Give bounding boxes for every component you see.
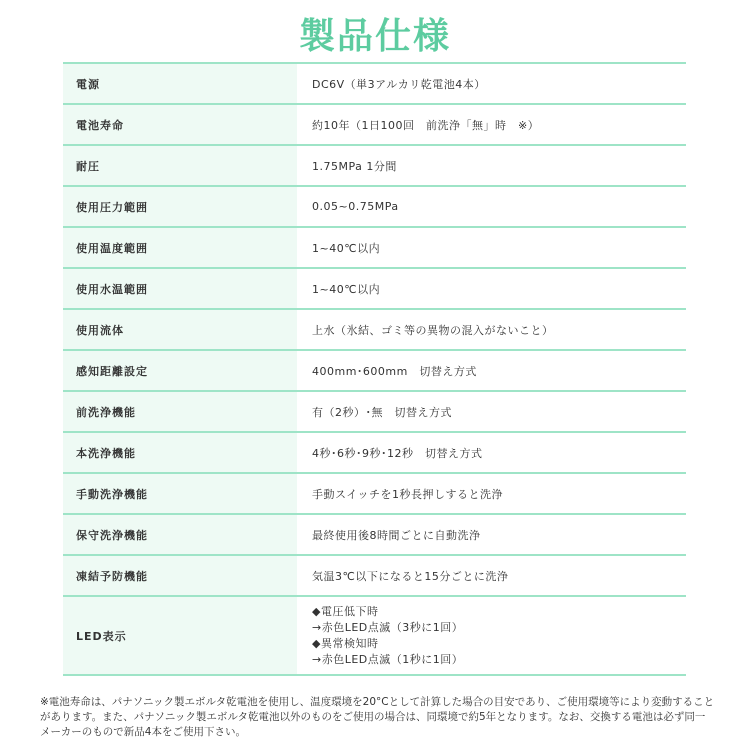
led-line: ◆異常検知時	[312, 636, 379, 650]
spec-value: 約10年（1日100回 前洗浄「無」時 ※）	[297, 104, 686, 145]
led-line: ◆電圧低下時	[312, 604, 379, 618]
spec-label: 保守洗浄機能	[63, 514, 297, 555]
spec-value: 手動スイッチを1秒長押しすると洗浄	[297, 473, 686, 514]
spec-value: 400mm･600mm 切替え方式	[297, 350, 686, 391]
table-row	[63, 432, 686, 473]
spec-label: 本洗浄機能	[63, 432, 297, 473]
spec-value: 気温3℃以下になると15分ごとに洗浄	[297, 555, 686, 596]
table-row	[63, 63, 686, 104]
table-row	[63, 268, 686, 309]
spec-label: 電源	[63, 63, 297, 104]
spec-table	[63, 62, 686, 676]
spec-label: 使用温度範囲	[63, 227, 297, 268]
table-row	[63, 514, 686, 555]
table-row-led	[63, 596, 686, 675]
table-row	[63, 391, 686, 432]
spec-value: 1~40℃以内	[297, 227, 686, 268]
spec-value-led	[297, 596, 686, 675]
table-row	[63, 473, 686, 514]
spec-label: 感知距離設定	[63, 350, 297, 391]
spec-value: DC6V（単3アルカリ乾電池4本）	[297, 63, 686, 104]
spec-label: 凍結予防機能	[63, 555, 297, 596]
spec-label: 使用水温範囲	[63, 268, 297, 309]
table-row	[63, 309, 686, 350]
table-row	[63, 555, 686, 596]
table-row	[63, 350, 686, 391]
spec-value: 0.05~0.75MPa	[297, 186, 686, 227]
spec-label: 前洗浄機能	[63, 391, 297, 432]
spec-value: 4秒･6秒･9秒･12秒 切替え方式	[297, 432, 686, 473]
page-title: 製品仕様	[298, 16, 451, 57]
table-row	[63, 186, 686, 227]
spec-value: 上水（氷結、ゴミ等の異物の混入がないこと）	[297, 309, 686, 350]
spec-label: 使用圧力範囲	[63, 186, 297, 227]
spec-value: 最終使用後8時間ごとに自動洗浄	[297, 514, 686, 555]
spec-value: 1~40℃以内	[297, 268, 686, 309]
led-line: →赤色LED点滅（3秒に1回）	[312, 620, 464, 634]
spec-value: 1.75MPa 1分間	[297, 145, 686, 186]
spec-value: 有（2秒）･無 切替え方式	[297, 391, 686, 432]
led-line: →赤色LED点滅（1秒に1回）	[312, 652, 464, 666]
spec-label: 手動洗浄機能	[63, 473, 297, 514]
spec-label: 使用流体	[63, 309, 297, 350]
spec-label: 耐圧	[63, 145, 297, 186]
table-row	[63, 227, 686, 268]
table-row	[63, 145, 686, 186]
spec-label: 電池寿命	[63, 104, 297, 145]
table-row	[63, 104, 686, 145]
spec-label: LED表示	[63, 596, 297, 675]
footnote: ※電池寿命は、パナソニック製エボルタ乾電池を使用し、温度環境を20°Cとして計算した場合の目安であり、ご使用環境等により変動することがあります。また、パナソニック製エボルタ乾電池以外のものをご使用の場合は、同環境で約5年となります。なお、交換する電池は必ず同一メーカーのもので新品4本をご使用下さい。	[40, 696, 715, 738]
